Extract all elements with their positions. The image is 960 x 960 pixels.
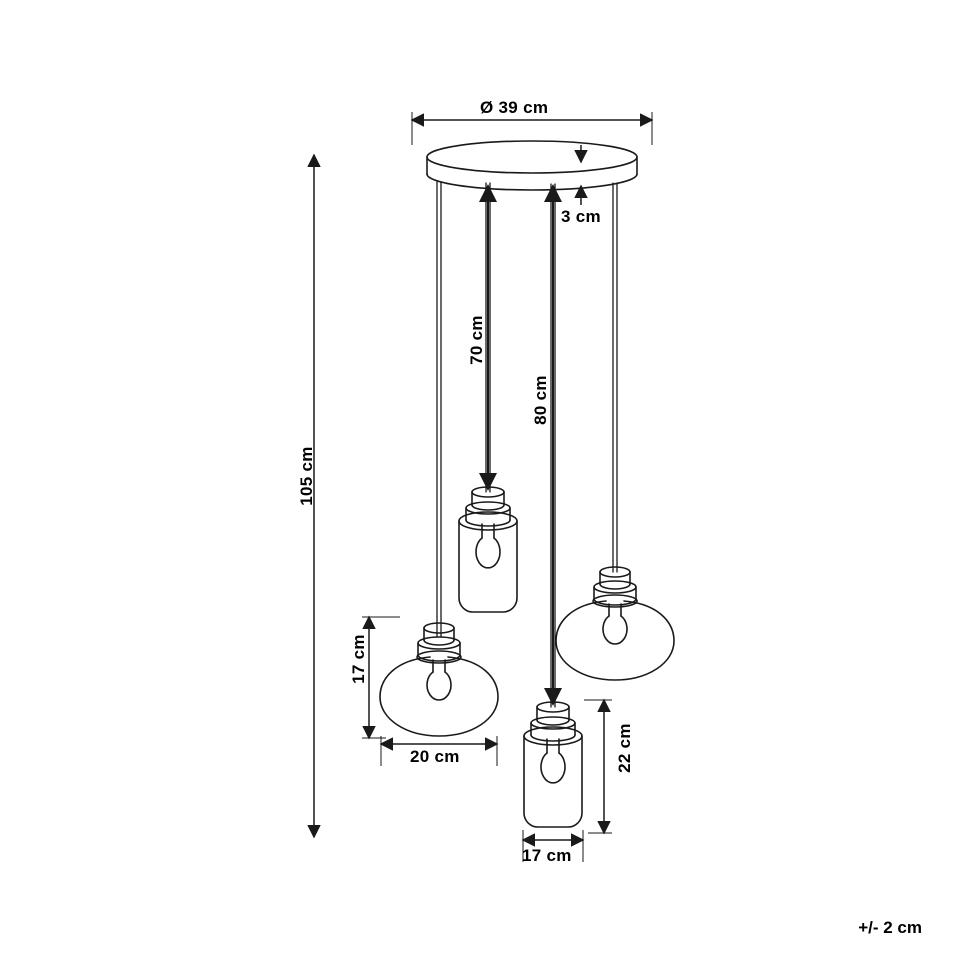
shade-jar-lower (524, 702, 582, 827)
label-drop-short: 70 cm (467, 315, 486, 365)
label-tolerance: +/- 2 cm (858, 918, 922, 937)
dim-jar-height (584, 700, 612, 833)
label-jar-width: 17 cm (522, 846, 572, 865)
shade-globe-left (380, 623, 498, 736)
label-jar-height: 22 cm (615, 723, 634, 773)
canopy-plate (427, 141, 637, 190)
label-total-height: 105 cm (297, 446, 316, 506)
label-canopy-thickness: 3 cm (561, 207, 601, 226)
shade-jar-upper (459, 487, 517, 612)
label-canopy-diameter: Ø 39 cm (480, 98, 549, 117)
suspension-cords (437, 182, 617, 707)
label-globe-height: 17 cm (349, 634, 368, 684)
label-globe-width: 20 cm (410, 747, 460, 766)
label-drop-long: 80 cm (531, 375, 550, 425)
shade-globe-right (556, 567, 674, 680)
